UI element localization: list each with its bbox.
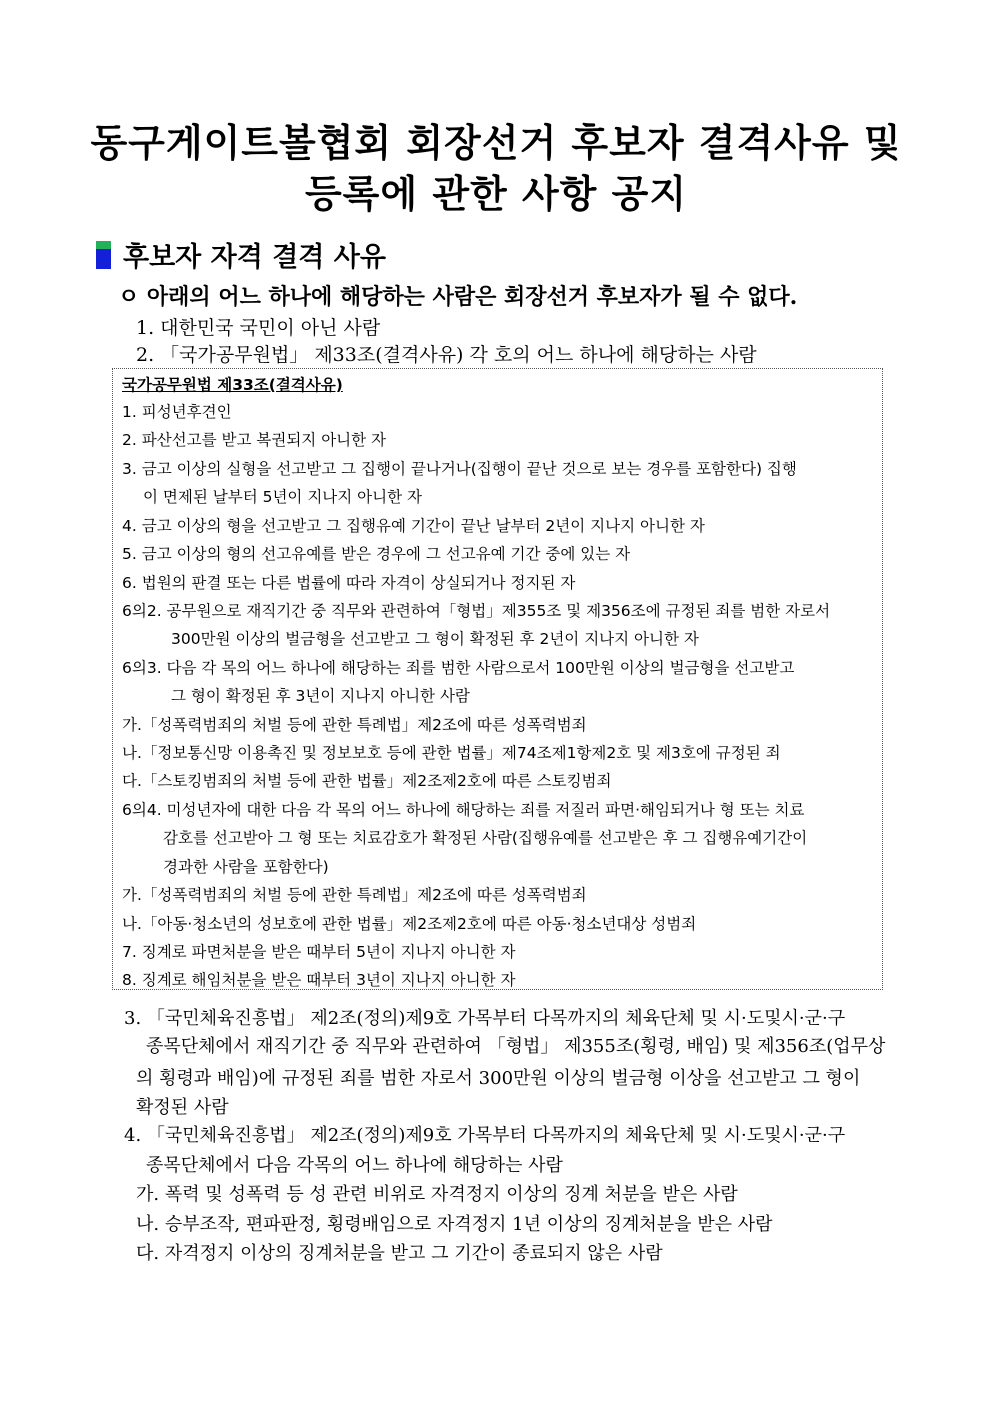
law-line: 가.「성폭력범죄의 처벌 등에 관한 특례법」제2조에 따른 성폭력범죄 — [122, 886, 587, 904]
item-2: 2. 「국가공무원법」 제33조(결격사유) 각 호의 어느 하나에 해당하는 사람 — [136, 344, 757, 366]
law-line: 감호를 선고받아 그 형 또는 치료감호가 확정된 사람(집행유예를 선고받은 후 그 집행유예기간이 — [163, 829, 808, 847]
section-heading — [96, 235, 386, 274]
item-4-subitem: 다. 자격정지 이상의 징계처분을 받고 그 기간이 종료되지 않은 사람 — [136, 1243, 663, 1264]
law-line: 4. 금고 이상의 형을 선고받고 그 집행유예 기간이 끝난 날부터 2년이 지나지 아니한 자 — [122, 517, 705, 535]
section-heading-text: 후보자 자격 결격 사유 — [123, 242, 386, 273]
law-line: 5. 금고 이상의 형의 선고유예를 받은 경우에 그 선고유예 기간 중에 있는 자 — [122, 545, 631, 563]
law-line: 1. 피성년후견인 — [122, 403, 232, 421]
law-line: 이 면제된 날부터 5년이 지나지 아니한 자 — [143, 488, 422, 506]
page-title-line-2: 등록에 관한 사항 공지 — [304, 172, 688, 216]
law-line: 다.「스토킹범죄의 처벌 등에 관한 법률」제2조제2호에 따른 스토킹범죄 — [122, 772, 612, 790]
item-4-line: 종목단체에서 다음 각목의 어느 하나에 해당하는 사람 — [146, 1155, 563, 1176]
law-excerpt-title: 국가공무원법 제33조(결격사유) — [122, 376, 343, 394]
item-3-line: 확정된 사람 — [136, 1097, 229, 1118]
law-line: 3. 금고 이상의 실형을 선고받고 그 집행이 끝나거나(집행이 끝난 것으로 보는 경우를 포함한다) 집행 — [122, 460, 797, 478]
law-line: 나.「아동·청소년의 성보호에 관한 법률」제2조제2호에 따른 아동·청소년대상 성범죄 — [122, 915, 697, 933]
law-line: 그 형이 확정된 후 3년이 지나지 아니한 사람 — [171, 687, 470, 705]
section-marker-icon — [96, 241, 111, 269]
law-line: 경과한 사람을 포함한다) — [163, 858, 329, 876]
law-line: 300만원 이상의 벌금형을 선고받고 그 형이 확정된 후 2년이 지나지 아니한 자 — [171, 630, 699, 648]
law-line: 6의2. 공무원으로 재직기간 중 직무와 관련하여「형법」제355조 및 제356조에 규정된 죄를 범한 자로서 — [122, 602, 831, 620]
item-4-subitem: 가. 폭력 및 성폭력 등 성 관련 비위로 자격정지 이상의 징계 처분을 받은 사람 — [136, 1184, 738, 1205]
item-4-subitem: 나. 승부조작, 편파판정, 횡령배임으로 자격정지 1년 이상의 징계처분을 받은 사람 — [136, 1214, 773, 1235]
item-3-line: 3. 「국민체육진흥법」 제2조(정의)제9호 가목부터 다목까지의 체육단체 및 시·도및시·군·구 — [124, 1008, 846, 1029]
item-3-line: 의 횡령과 배임)에 규정된 죄를 범한 자로서 300만원 이상의 벌금형 이상을 선고받고 그 형이 — [136, 1068, 861, 1089]
item-3-line: 종목단체에서 재직기간 중 직무와 관련하여 「형법」 제355조(횡령, 배임) 및 제356조(업무상 — [146, 1036, 886, 1057]
law-line: 6의4. 미성년자에 대한 다음 각 목의 어느 하나에 해당하는 죄를 저질러 파면·해임되거나 형 또는 치료 — [122, 801, 805, 819]
page-title-line-1: 동구게이트볼협회 회장선거 후보자 결격사유 및 — [90, 121, 902, 165]
law-line: 6의3. 다음 각 목의 어느 하나에 해당하는 죄를 범한 사람으로서 100만원 이상의 벌금형을 선고받고 — [122, 659, 795, 677]
item-4-line: 4. 「국민체육진흥법」 제2조(정의)제9호 가목부터 다목까지의 체육단체 및 시·도및시·군·구 — [124, 1125, 846, 1146]
law-line: 8. 징계로 해임처분을 받은 때부터 3년이 지나지 아니한 자 — [122, 971, 516, 989]
law-line: 7. 징계로 파면처분을 받은 때부터 5년이 지나지 아니한 자 — [122, 943, 516, 961]
law-line: 나.「정보통신망 이용촉진 및 정보보호 등에 관한 법률」제74조제1항제2호 및 제3호에 규정된 죄 — [122, 744, 781, 762]
lead-statement: ㅇ 아래의 어느 하나에 해당하는 사람은 회장선거 후보자가 될 수 없다. — [118, 284, 798, 310]
law-line: 2. 파산선고를 받고 복권되지 아니한 자 — [122, 431, 387, 449]
item-1: 1. 대한민국 국민이 아닌 사람 — [136, 317, 381, 339]
law-line: 6. 법원의 판결 또는 다른 법률에 따라 자격이 상실되거나 정지된 자 — [122, 574, 576, 592]
law-line: 가.「성폭력범죄의 처벌 등에 관한 특례법」제2조에 따른 성폭력범죄 — [122, 716, 587, 734]
law-excerpt-box — [112, 368, 883, 990]
